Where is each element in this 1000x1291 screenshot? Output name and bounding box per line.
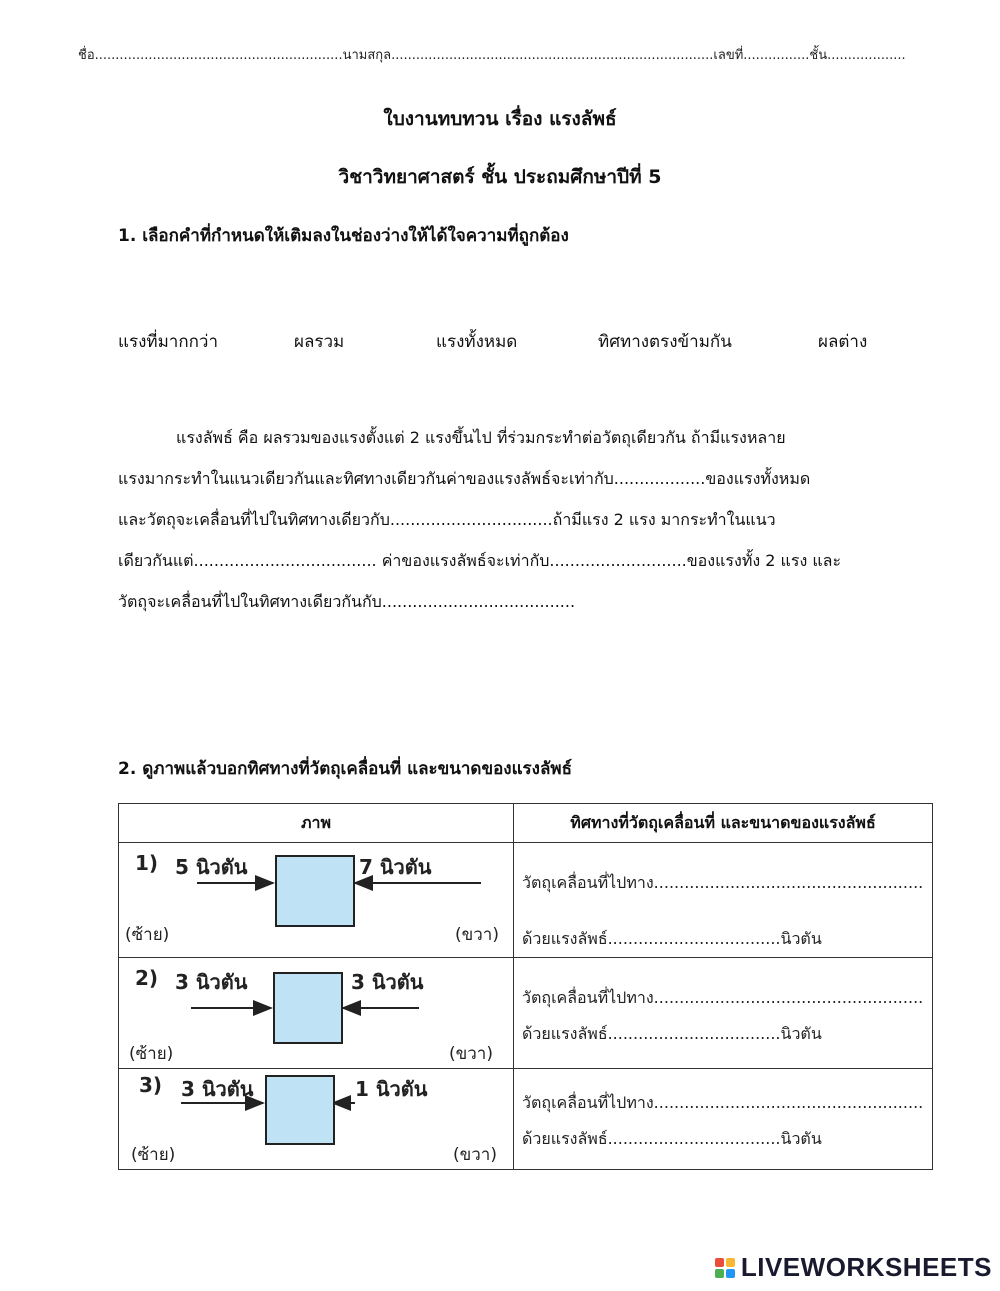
picture-cell [119,843,514,958]
left-force-label: 5 นิวตัน [175,855,248,879]
word-choice: ผลรวม [294,332,345,352]
answer-direction[interactable]: วัตถุเคลื่อนที่ไปทาง..................................................... [522,873,924,892]
logo-square [726,1258,735,1267]
object-box [273,972,343,1044]
answer-cell [514,843,933,958]
right-force-label: 1 นิวตัน [355,1077,428,1101]
answer-cell [514,958,933,1069]
column-header-answer: ทิศทางที่วัตถุเคลื่อนที่ และขนาดของแรงลัพธ์ [514,804,933,843]
word-choice: แรงที่มากกว่า [118,332,219,352]
table-row [119,1069,933,1170]
right-side-label: (ขวา) [453,1145,497,1165]
picture-cell [119,958,514,1069]
answer-magnitude[interactable]: ด้วยแรงลัพธ์..................................นิวตัน [522,929,822,948]
answer-magnitude[interactable]: ด้วยแรงลัพธ์..................................นิวตัน [522,1129,822,1148]
paragraph-line: และวัตถุจะเคลื่อนที่ไปในทิศทางเดียวกับ................................ถ้ามีแรง 2 แรง มากระทำในแนว [118,510,776,529]
item-number: 1) [135,851,159,875]
liveworksheets-logo [715,1252,992,1283]
force-table [118,803,933,1170]
word-choice: ผลต่าง [818,332,868,352]
page-subtitle: วิชาวิทยาศาสตร์ ชั้น ประถมศึกษาปีที่ 5 [338,166,662,188]
left-force-label: 3 นิวตัน [181,1077,254,1101]
answer-magnitude[interactable]: ด้วยแรงลัพธ์..................................นิวตัน [522,1024,822,1043]
right-side-label: (ขวา) [449,1044,493,1064]
right-force-label: 7 นิวตัน [359,855,432,879]
word-choice: แรงทั้งหมด [436,332,518,352]
question-1-heading: 1. เลือกคำที่กำหนดให้เติมลงในช่องว่างให้ได้ใจความที่ถูกต้อง [118,226,569,246]
answer-direction[interactable]: วัตถุเคลื่อนที่ไปทาง..................................................... [522,1093,924,1112]
object-box [275,855,355,927]
page-title: ใบงานทบทวน เรื่อง แรงลัพธ์ [383,108,617,130]
question-1-paragraph [118,417,888,622]
force-diagram [119,958,513,1068]
paragraph-line: แรงลัพธ์ คือ ผลรวมของแรงตั้งแต่ 2 แรงขึ้นไป ที่ร่วมกระทำต่อวัตถุเดียวกัน ถ้ามีแรงหลาย [176,428,786,447]
student-info-line: ชื่อ............................................................นามสกุล..............................................................................เลขที่................ชั้น................... [78,48,906,63]
force-diagram [119,843,513,957]
answer-direction[interactable]: วัตถุเคลื่อนที่ไปทาง..................................................... [522,988,924,1007]
right-force-label: 3 นิวตัน [351,970,424,994]
right-side-label: (ขวา) [455,925,499,945]
column-header-picture: ภาพ [119,804,514,843]
left-side-label: (ซ้าย) [131,1145,176,1165]
left-side-label: (ซ้าย) [129,1044,174,1064]
left-side-label: (ซ้าย) [125,925,170,945]
paragraph-line: เดียวกันแต่.................................... ค่าของแรงลัพธ์จะเท่ากับ...........................ของแรงทั้ง 2 แรง และ [118,551,842,570]
table-header-row [119,804,933,843]
picture-cell [119,1069,514,1170]
left-force-label: 3 นิวตัน [175,970,248,994]
paragraph-line: แรงมากระทำในแนวเดียวกันและทิศทางเดียวกันค่าของแรงลัพธ์จะเท่ากับ..................ของแรงทั้งหมด [118,469,811,488]
answer-cell [514,1069,933,1170]
item-number: 3) [139,1073,163,1097]
item-number: 2) [135,966,159,990]
question-2-heading: 2. ดูภาพแล้วบอกทิศทางที่วัตถุเคลื่อนที่ และขนาดของแรงลัพธ์ [118,759,572,779]
logo-icon [715,1258,735,1278]
word-choice: ทิศทางตรงข้ามกัน [598,332,732,352]
table-row [119,843,933,958]
force-diagram [119,1069,513,1169]
logo-text: LIVEWORKSHEETS [740,1252,992,1282]
logo-square [715,1269,724,1278]
logo-square [715,1258,724,1267]
object-box [265,1075,335,1145]
paragraph-line: วัตถุจะเคลื่อนที่ไปในทิศทางเดียวกันกับ...................................... [118,592,576,611]
table-row [119,958,933,1069]
logo-square [726,1269,735,1278]
